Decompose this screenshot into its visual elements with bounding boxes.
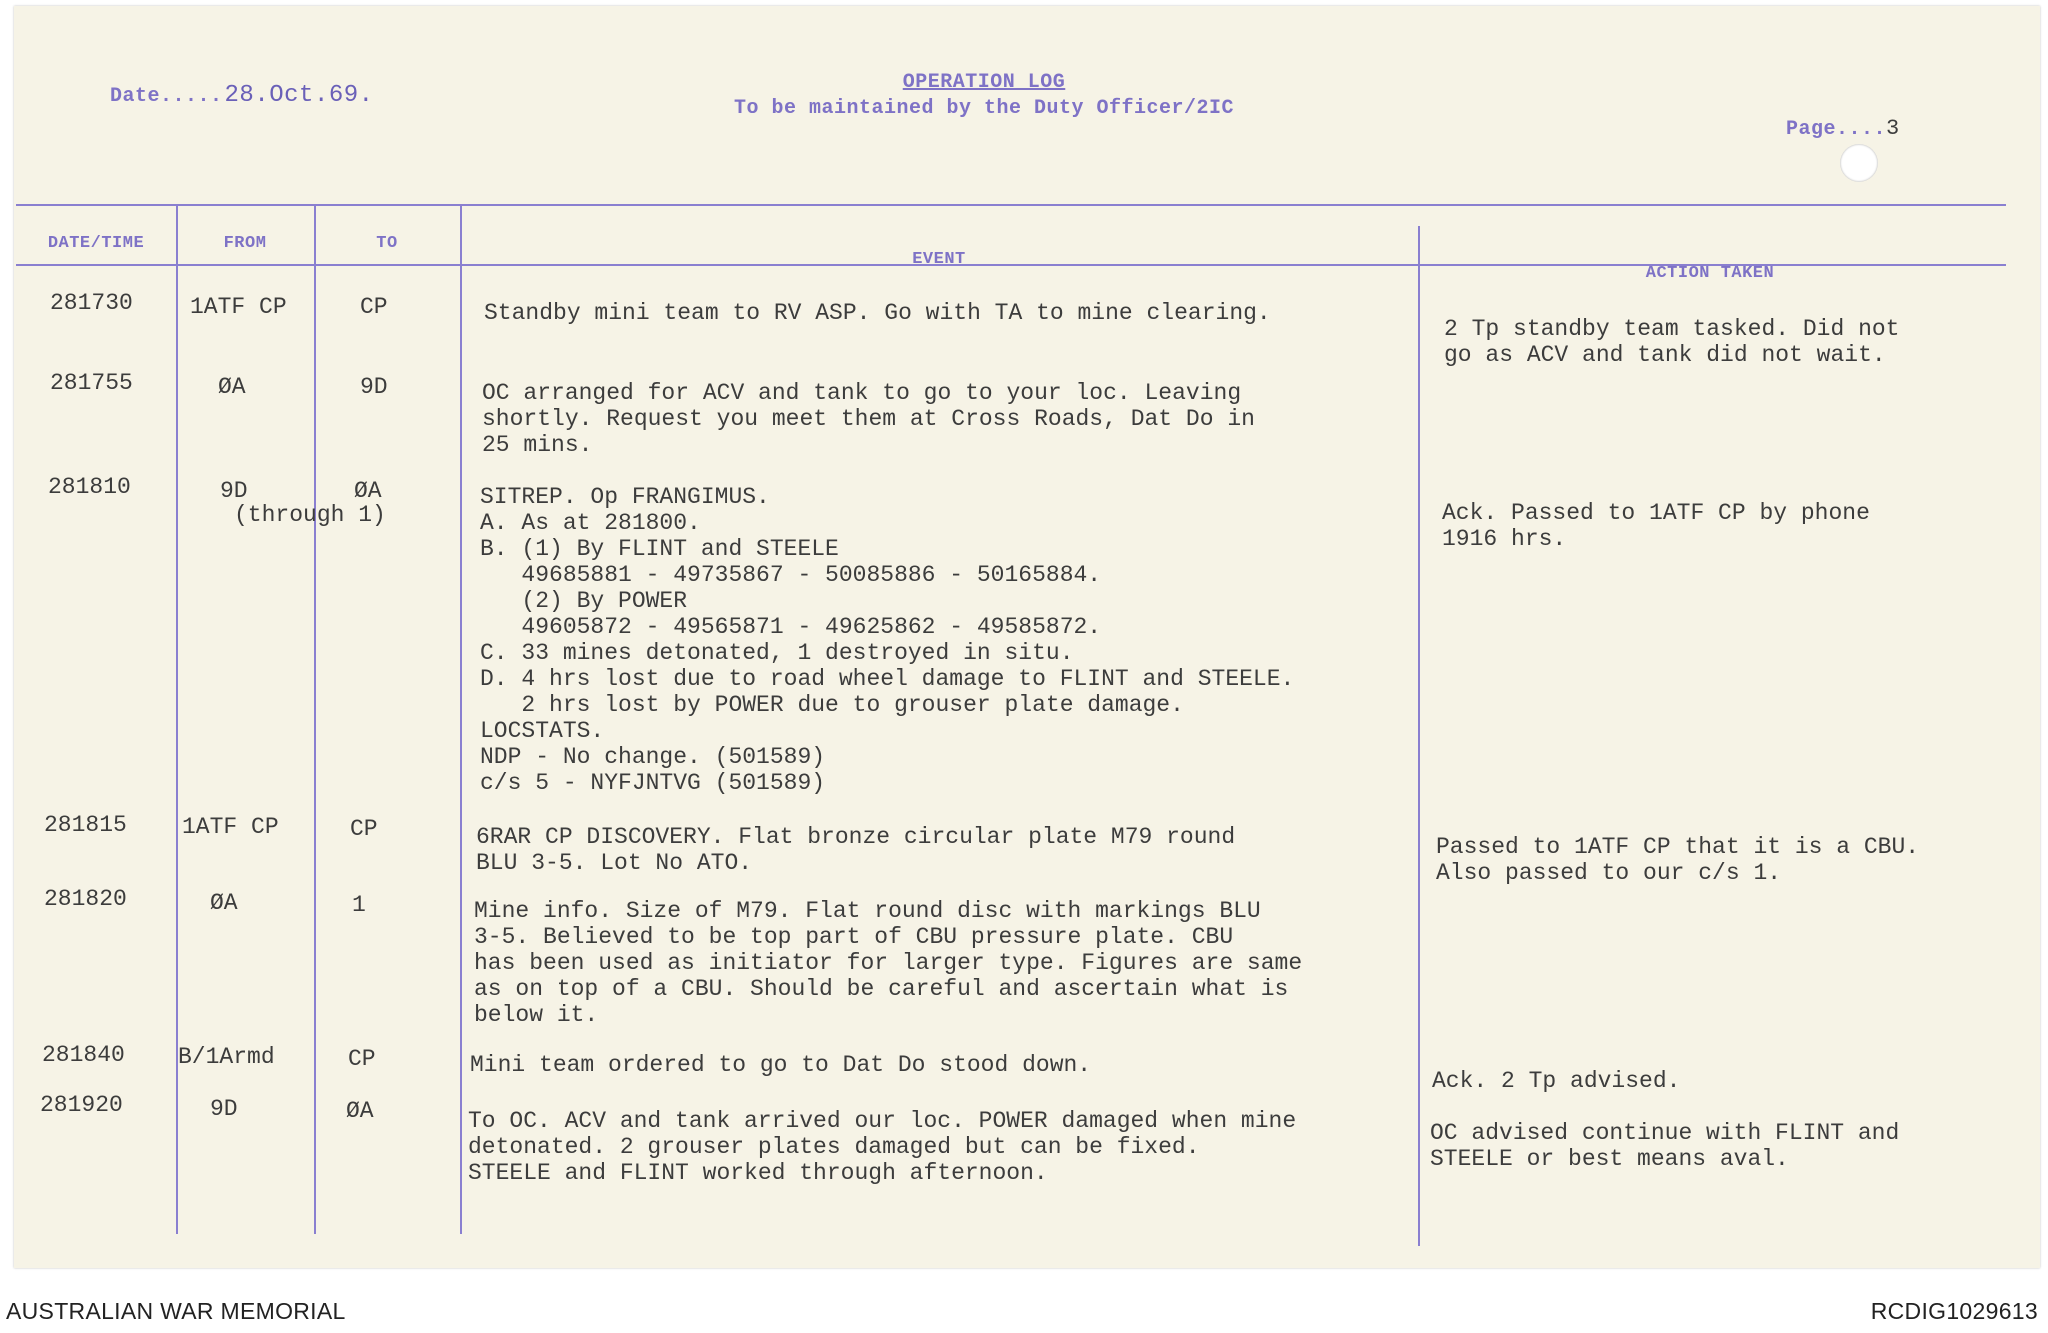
- entry-action: Passed to 1ATF CP that it is a CBU. Also passed to our c/s 1.: [1436, 834, 1920, 886]
- date-field: [110, 82, 374, 109]
- column-header-from: FROM: [223, 234, 267, 253]
- entry-action: OC advised continue with FLINT and STEELE or best means aval.: [1430, 1120, 1900, 1172]
- entry-to: 1: [352, 892, 366, 918]
- entry-via: (through 1): [234, 502, 386, 528]
- page-number-field: [1786, 116, 1900, 141]
- entry-from: 1ATF CP: [182, 814, 279, 840]
- page-title: OPERATION LOG: [902, 71, 1066, 94]
- entry-from: 9D: [210, 1096, 238, 1122]
- entry-time: 281920: [40, 1092, 123, 1118]
- column-divider: [314, 206, 316, 1234]
- entry-from: ØA: [218, 374, 246, 400]
- entry-action: Ack. 2 Tp advised.: [1432, 1068, 1681, 1094]
- entry-time: 281810: [48, 474, 131, 500]
- operation-log-sheet: [14, 6, 2040, 1268]
- date-label: Date.....: [110, 85, 223, 108]
- page-label: Page....: [1786, 118, 1887, 141]
- entry-from: B/1Armd: [178, 1044, 275, 1070]
- page-number: 3: [1886, 116, 1900, 141]
- page-subtitle: To be maintained by the Duty Officer/2IC: [733, 97, 1235, 120]
- entry-event: OC arranged for ACV and tank to go to your loc. Leaving shortly. Request you meet them at Cross Roads, Dat Do in 25 mins.: [482, 380, 1255, 458]
- column-header-action: ACTION TAKEN: [1645, 264, 1775, 283]
- entry-event: 6RAR CP DISCOVERY. Flat bronze circular plate M79 round BLU 3-5. Lot No ATO.: [476, 824, 1236, 876]
- column-header-datetime: DATE/TIME: [47, 234, 145, 253]
- entry-time: 281840: [42, 1042, 125, 1068]
- archive-id-label: RCDIG1029613: [1870, 1298, 2038, 1324]
- archive-source-label: AUSTRALIAN WAR MEMORIAL: [6, 1298, 346, 1324]
- entry-event: Standby mini team to RV ASP. Go with TA to mine clearing.: [484, 300, 1271, 326]
- entry-action: Ack. Passed to 1ATF CP by phone 1916 hrs.: [1442, 500, 1870, 552]
- entry-action: 2 Tp standby team tasked. Did not go as ACV and tank did not wait.: [1444, 316, 1900, 368]
- date-value: 28.Oct.69.: [224, 82, 374, 109]
- entry-to: ØA: [354, 478, 382, 504]
- entry-event: SITREP. Op FRANGIMUS. A. As at 281800. B. (1) By FLINT and STEELE 49685881 - 49735867 - 50085886 - 50165884. (2) By POWER 49605872 - 49565871 - 49625862 - 49585872. C. 33 mines detonated, 1 destroyed in situ. D. 4 hrs lost due to road wheel damage to FLINT and STEELE. 2 hrs lost by POWER due to grouser plate damage. LOCSTATS. NDP - No change. (501589) c/s 5 - NYFJNTVG (501589): [480, 484, 1295, 796]
- entry-event: Mini team ordered to go to Dat Do stood down.: [470, 1052, 1092, 1078]
- entry-to: 9D: [360, 374, 388, 400]
- entry-time: 281755: [50, 370, 133, 396]
- title-block: [484, 70, 1484, 122]
- entry-from: ØA: [210, 890, 238, 916]
- column-header-to: TO: [376, 234, 398, 253]
- entry-time: 281820: [44, 886, 127, 912]
- entry-time: 281730: [50, 290, 133, 316]
- column-divider: [460, 206, 462, 1234]
- column-divider: [176, 206, 178, 1234]
- entry-to: CP: [348, 1046, 376, 1072]
- column-divider: [1418, 226, 1420, 1246]
- entry-event: To OC. ACV and tank arrived our loc. POWER damaged when mine detonated. 2 grouser plates damaged but can be fixed. STEELE and FLINT worked through afternoon.: [468, 1108, 1297, 1186]
- entry-event: Mine info. Size of M79. Flat round disc with markings BLU 3-5. Believed to be top part of CBU pressure plate. CBU has been used as initiator for larger type. Figures are same as on top of a CBU. Should be careful and ascertain what is below it.: [474, 898, 1303, 1028]
- entry-to: CP: [350, 816, 378, 842]
- entry-to: CP: [360, 294, 388, 320]
- entry-from: 1ATF CP: [190, 294, 287, 320]
- entry-time: 281815: [44, 812, 127, 838]
- column-header-event: EVENT: [912, 250, 966, 269]
- entry-to: ØA: [346, 1098, 374, 1124]
- entry-from: 9D: [220, 478, 248, 504]
- punch-hole: [1840, 144, 1878, 182]
